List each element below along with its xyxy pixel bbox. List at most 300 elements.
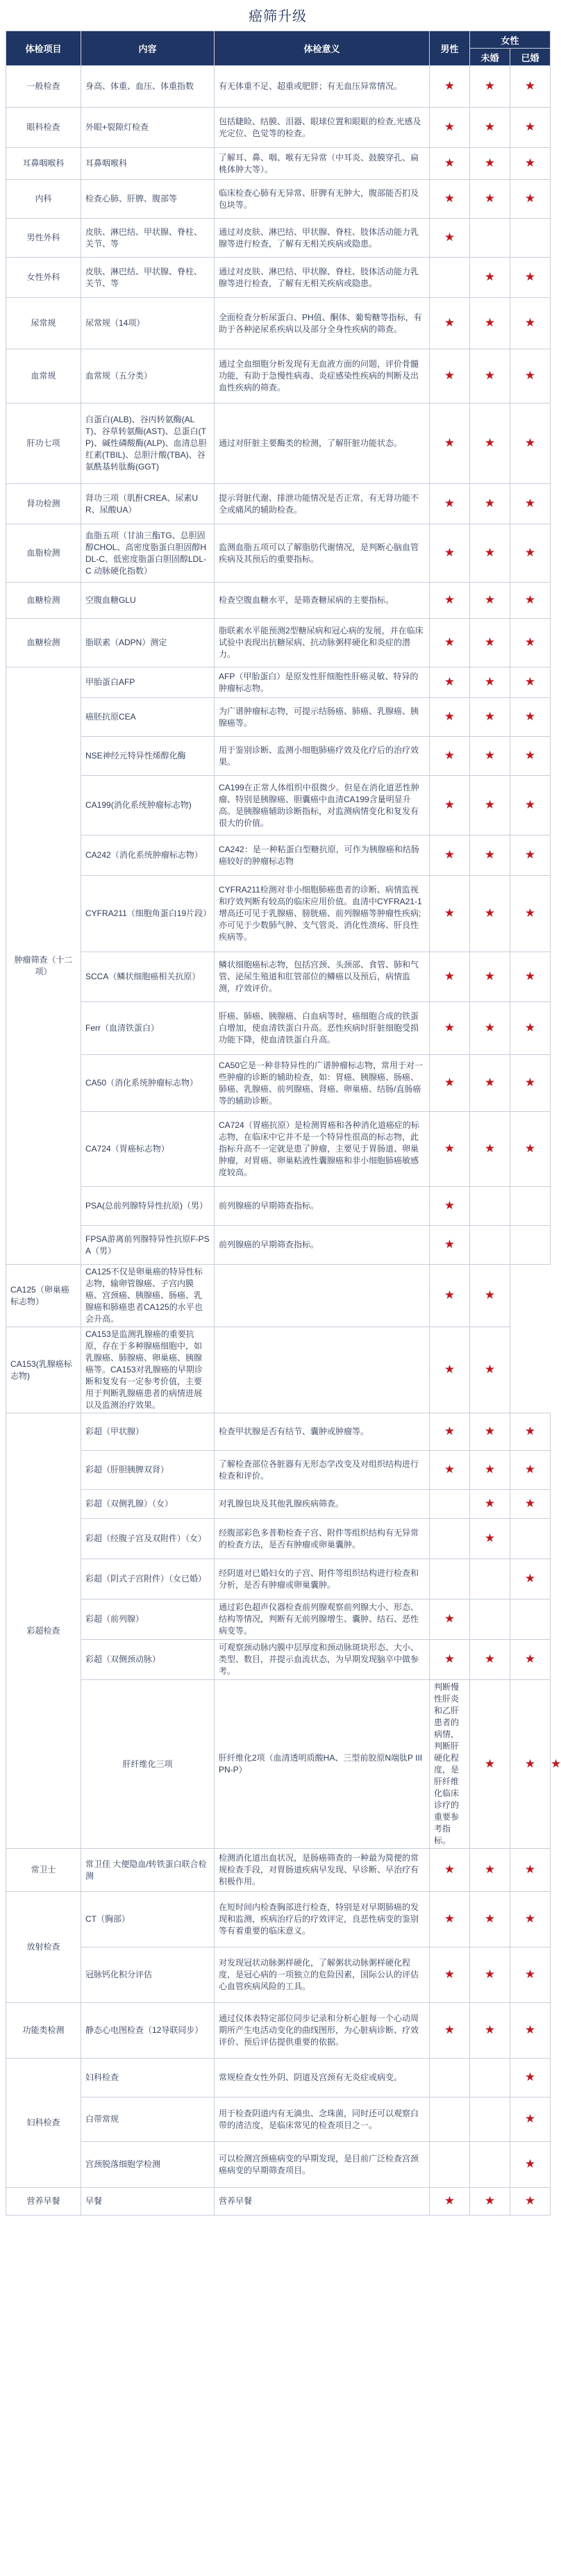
cell-male [215,1265,430,1327]
cell-married [510,2097,551,2142]
table-row [6,1327,551,1413]
star-icon: ★ [524,675,536,688]
star-icon: ★ [524,369,536,382]
star-icon: ★ [524,2023,536,2036]
star-icon: ★ [444,906,455,920]
cell-item: 一般检查 [6,66,81,108]
cell-male [430,583,470,619]
table-row [6,667,551,698]
cell-married [510,108,551,148]
table-row [6,148,551,180]
cell-meaning: CA125不仅是卵巢癌的特异性标志物，输卵管腺癌、子宫内膜癌、宫颈癌、胰腺癌、肠癌、乳腺癌和肺癌患者CA125的水平也会升高。 [81,1265,215,1327]
star-icon: ★ [484,546,496,559]
cell-unmarried [470,108,510,148]
table-row [6,737,551,776]
star-icon: ★ [484,593,496,606]
table-row [6,1947,551,2003]
cell-male [430,298,470,349]
cell-item: 男性外科 [6,219,81,258]
cell-meaning: 通过对皮肤、淋巴结、甲状腺、脊柱、肢体活动能力乳腺等进行检查，了解有无相关疾病或隐患。 [215,258,430,298]
cell-content: CA724（胃癌标志物） [81,1112,215,1187]
cell-content: CA153(乳腺癌标志物) [6,1327,81,1413]
cell-meaning: 鳞状细胞癌标志物，包括宫颈、头颈部、食管、肺和气管、泌尿生殖道和肛管部位的鳞癌以及预后，病情监测，疗效评价。 [215,952,430,1002]
star-icon: ★ [524,1968,536,1981]
cell-married [510,349,551,404]
star-icon: ★ [524,1142,536,1155]
cell-married [510,404,551,484]
cell-meaning: 全面检查分析尿蛋白、PH值、酮体、葡萄糖等指标，有助于各种泌尿系疾病以及部分全身性疾病的筛查。 [215,298,430,349]
star-icon: ★ [444,1288,455,1302]
star-icon: ★ [524,2157,536,2170]
star-icon: ★ [484,1863,496,1876]
star-icon: ★ [524,79,536,92]
cell-unmarried [430,1265,470,1327]
star-icon: ★ [524,798,536,811]
star-icon: ★ [524,1756,536,1770]
cell-married [510,219,551,258]
star-icon: ★ [524,1572,536,1585]
table-row [6,2003,551,2059]
cell-item: 内科 [6,180,81,219]
star-icon: ★ [524,192,536,205]
cell-content: 早餐 [81,2188,215,2216]
star-icon: ★ [484,1021,496,1034]
table-row [6,219,551,258]
cell-content: 彩超（阴式子宫附件）（女已婚） [81,1559,215,1599]
cell-male [430,258,470,298]
table-row [6,2188,551,2216]
table-row [6,66,551,108]
cell-male [430,1599,470,1640]
star-icon: ★ [524,1463,536,1476]
star-icon: ★ [444,1968,455,1981]
cell-unmarried [470,2059,510,2097]
cell-male [430,1055,470,1112]
cell-unmarried [430,1327,470,1413]
cell-unmarried [470,1947,510,2003]
cell-unmarried [470,2142,510,2188]
cell-unmarried [470,404,510,484]
star-icon: ★ [484,1531,496,1545]
star-icon: ★ [444,156,455,169]
star-icon: ★ [524,848,536,861]
cell-unmarried [470,698,510,737]
star-icon: ★ [484,2023,496,2036]
cell-meaning: 常规检查女性外阴、阴道及宫颈有无炎症或病变。 [215,2059,430,2097]
cell-meaning: 用于检查阴道内有无滴虫、念珠菌，同时还可以观察白带的清洁度，是临床常见的检查项目之一。 [215,2097,430,2142]
cell-content: 白蛋白(ALB)、谷丙转氨酶(ALT)、谷草转氨酶(AST)、总蛋白(TP)、碱性磷酸酶(ALP)、血清总胆红素(TBIL)、总胆汁酸(TBA)、谷氨酰基转肽酶(GGT) [81,404,215,484]
cell-item: 尿常规 [6,298,81,349]
cell-unmarried [470,776,510,836]
table-row [6,1413,551,1451]
cell-content: 彩超（经腹子宫及双附件）（女） [81,1519,215,1559]
table-row [6,180,551,219]
star-icon: ★ [484,798,496,811]
table-row [6,1849,551,1892]
table-row [6,876,551,952]
cell-meaning: 提示肾脏代谢、排泄功能情况是否正常，有无肾功能不全或痛风的辅助检查。 [215,484,430,524]
star-icon: ★ [444,749,455,762]
cell-meaning: 检查甲状腺是否有结节、囊肿或肿瘤等。 [215,1413,430,1451]
cell-unmarried [470,1849,510,1892]
cell-married [510,298,551,349]
star-icon: ★ [444,848,455,861]
cell-unmarried [470,258,510,298]
cell-content: 甲胎蛋白AFP [81,667,215,698]
cell-married [510,66,551,108]
cell-content: FPSA游离前列腺特异性抗原F-PSA（男） [81,1226,215,1265]
cell-content: 脂联素（ADPN）测定 [81,619,215,667]
cell-male [430,1490,470,1519]
cell-married [510,258,551,298]
table-header [6,31,551,66]
cell-married [470,1327,510,1413]
cell-meaning: 临床检查心肺有无异常、肝脾有无肿大，腹部能否扪及包块等。 [215,180,430,219]
cell-married [510,1892,551,1947]
star-icon: ★ [484,270,496,283]
cell-meaning: CA199在正常人体组织中很微少。但是在消化道恶性肿瘤、特别是胰腺癌、胆囊癌中血清CA199含量明显升高。是胰腺癌辅助诊断指标，对监测病情变化和复发有很大的价值。 [215,776,430,836]
star-icon: ★ [524,436,536,449]
cell-meaning: CA724（胃癌抗原）是检测胃癌和各种消化道癌症的标志物，在临床中它并不是一个特异性很高的标志物，此指标升高不一定就是患了肿瘤，主要见于胃肠道、卵巢肿瘤，对胃癌、卵巢粘液性囊腺癌和非小细胞肺癌敏感度较高。 [215,1112,430,1187]
cell-content: 空腹血糖GLU [81,583,215,619]
star-icon: ★ [524,2194,536,2207]
table-row [6,484,551,524]
cell-male [430,1451,470,1490]
cell-married [510,1599,551,1640]
star-icon: ★ [444,1142,455,1155]
table-row [6,1680,551,1849]
cell-item: 放射检查 [6,1892,81,2003]
cell-male [430,1947,470,2003]
cell-married [510,619,551,667]
cell-married [510,1519,551,1559]
cell-male [430,1226,470,1265]
star-icon: ★ [551,1756,561,1770]
star-icon: ★ [444,798,455,811]
star-icon: ★ [484,1968,496,1981]
table-row [6,2142,551,2188]
star-icon: ★ [524,1424,536,1438]
star-icon: ★ [444,1363,455,1376]
cell-male [430,836,470,876]
star-icon: ★ [444,1424,455,1438]
star-icon: ★ [444,1199,455,1212]
cell-meaning: 肝癌、肺癌、胰腺癌、白血病等时，癌细胞合成的铁蛋白增加，使血清铁蛋白升高。恶性疾病时肝脏细胞受损功能下降，使血清铁蛋白升高。 [215,1002,430,1055]
cell-married [510,1559,551,1599]
cell-meaning: 通过仪体表特定部位同步记录和分析心脏每一个心动周期所产生电活动变化的曲线图形，为心脏病诊断、疗效评价、预后评估提供重要的依据。 [215,2003,430,2059]
cell-meaning: CA50它是一种非特异性的广谱肿瘤标志物，常用于对一些肿瘤的诊断的辅助检查，如：胃癌、胰腺癌、肠癌、肺癌、乳腺癌、前列腺癌、肾癌、卵巢癌、结肠/直肠癌等的辅助诊断。 [215,1055,430,1112]
table-row [6,1559,551,1599]
cell-unmarried [470,1413,510,1451]
cell-unmarried [470,1187,510,1226]
cell-meaning: 在短时间内检查胸部进行检查，特别是对早期肺癌的发现和监测，疾病治疗后的疗效评定，良恶性病变的鉴别等有着重要的临床意义。 [215,1892,430,1947]
star-icon: ★ [524,1863,536,1876]
cell-unmarried [470,2188,510,2216]
cell-unmarried [470,836,510,876]
cell-married [510,583,551,619]
star-icon: ★ [524,749,536,762]
cell-married [510,1226,551,1265]
table-row [6,583,551,619]
cell-content: 皮肤、淋巴结、甲状腺、脊柱、关节、等 [81,219,215,258]
star-icon: ★ [444,1463,455,1476]
cell-unmarried [470,619,510,667]
cell-male [430,1187,470,1226]
cell-meaning: 监测血脂五项可以了解脂肪代谢情况，是判断心脑血管疾病及其预后的重要指标。 [215,524,430,583]
star-icon: ★ [444,1652,455,1665]
table-row [6,404,551,484]
cell-content: 皮肤、淋巴结、甲状腺、脊柱、关节、等 [81,258,215,298]
cell-content: 彩超（前列腺） [81,1599,215,1640]
cell-item: 肿瘤筛查（十二项） [6,667,81,1265]
cell-male [430,698,470,737]
header-married: 已婚 [510,49,551,66]
table-row [6,776,551,836]
star-icon: ★ [484,710,496,723]
cell-male [430,952,470,1002]
cell-item: 血脂检测 [6,524,81,583]
table-row [6,1451,551,1490]
header-item: 体检项目 [6,31,81,66]
cell-content: CA199(消化系统肿瘤标志物) [81,776,215,836]
cell-item: 肝纤维化三项 [81,1680,215,1849]
star-icon: ★ [484,2194,496,2207]
cell-male [430,404,470,484]
cell-married [510,667,551,698]
cell-male [430,776,470,836]
star-icon: ★ [484,120,496,133]
cell-unmarried [470,219,510,258]
cell-content: 宫颈脱落细胞学检测 [81,2142,215,2188]
cell-content: 外眼+裂隙灯检查 [81,108,215,148]
cell-unmarried [470,1112,510,1187]
cell-content: CA125（卵巢癌标志物） [6,1265,81,1327]
cell-married [510,1849,551,1892]
star-icon: ★ [524,970,536,983]
cell-content: CT（胸部） [81,1892,215,1947]
cell-content: 尿常规（14项） [81,298,215,349]
star-icon: ★ [524,156,536,169]
table-row [6,1599,551,1640]
star-icon: ★ [524,1076,536,1089]
cell-item: 女性外科 [6,258,81,298]
cell-male [430,180,470,219]
cell-unmarried [470,1559,510,1599]
cell-item: 肝功七项 [6,404,81,484]
cell-unmarried [470,1055,510,1112]
cell-unmarried [470,1640,510,1680]
cell-meaning: 对乳腺包块及其他乳腺疾病筛查。 [215,1490,430,1519]
star-icon: ★ [524,635,536,649]
cell-meaning: CA153是监测乳腺癌的重要抗原，存在于多种腺癌细胞中，如乳腺癌、肺腺癌、卵巢癌、胰腺癌等。CA153对乳腺癌的早期诊断和复发有一定参考价值，主要用于判断乳腺癌患者的病情进展以及监测治疗效果。 [81,1327,215,1413]
cell-married [510,776,551,836]
star-icon: ★ [484,316,496,329]
cell-male [430,148,470,180]
star-icon: ★ [444,1021,455,1034]
table-row [6,952,551,1002]
cell-unmarried [470,737,510,776]
cell-male [430,1559,470,1599]
star-icon: ★ [444,231,455,244]
header-content: 内容 [81,31,215,66]
cell-content: 身高、体重、血压、体重指数 [81,66,215,108]
cell-content: 耳鼻咽喉科 [81,148,215,180]
cell-meaning: 前列腺癌的早期筛查指标。 [215,1187,430,1226]
cell-unmarried [470,1451,510,1490]
table-row [6,1519,551,1559]
cell-content: 彩超（甲状腺） [81,1413,215,1451]
table-row [6,698,551,737]
cell-male [430,108,470,148]
cell-married [510,524,551,583]
cell-unmarried [470,298,510,349]
cell-content: 血常规（五分类） [81,349,215,404]
star-icon: ★ [444,1238,455,1251]
cell-content: NSE神经元特异性烯醇化酶 [81,737,215,776]
cell-content: 肾功三项（肌酐CREA、尿素UR、尿酸UA） [81,484,215,524]
cell-male [470,1680,510,1849]
star-icon: ★ [444,635,455,649]
star-icon: ★ [484,1652,496,1665]
cell-unmarried [470,349,510,404]
cell-male [430,2097,470,2142]
cell-unmarried [470,2003,510,2059]
cell-meaning: CYFRA211检测对非小细胞肺癌患者的诊断、病情监视和疗效判断有较高的临床应用价值。血清中CYFRA21-1增高还可见于乳腺癌、膀胱癌、前列腺癌等肿瘤性疾病;亦可见于少数肺气肿、支气管炎、消化性溃疡、肝良性疾病等。 [215,876,430,952]
star-icon: ★ [524,270,536,283]
cell-item: 血糖检测 [6,619,81,667]
cell-meaning: 了解耳、鼻、咽、喉有无异常（中耳炎、鼓膜穿孔、扁桃体肿大等）。 [215,148,430,180]
cell-unmarried [470,180,510,219]
table-row [6,1490,551,1519]
cell-meaning: 通过对皮肤、淋巴结、甲状腺、脊柱、肢体活动能力乳腺等进行检查，了解有无相关疾病或隐患。 [215,219,430,258]
cell-male [430,484,470,524]
cell-content: 血脂五项（甘油三酯TG、总胆固醇CHOL、高密度脂蛋白胆固醇HDL-C、低密度脂蛋白胆固醇LDL-C 动脉硬化指数） [81,524,215,583]
star-icon: ★ [524,710,536,723]
table-row [6,349,551,404]
cell-married [510,2188,551,2216]
table-row [6,836,551,876]
cell-male [430,1413,470,1451]
cell-unmarried [470,952,510,1002]
cell-married [510,876,551,952]
cell-married [510,2059,551,2097]
cell-meaning: 为广谱肿瘤标志物，可提示结肠癌、肺癌、乳腺癌、胰腺癌等。 [215,698,430,737]
cell-content: PSA(总前列腺特异性抗原)（男） [81,1187,215,1226]
star-icon: ★ [444,1612,455,1625]
star-icon: ★ [444,2194,455,2207]
cell-married [510,1451,551,1490]
star-icon: ★ [484,156,496,169]
star-icon: ★ [444,369,455,382]
star-icon: ★ [444,1912,455,1925]
cell-married [510,836,551,876]
star-icon: ★ [484,1363,496,1376]
cell-content: 彩超（肝胆胰脾双肾） [81,1451,215,1490]
cell-male [430,349,470,404]
cell-unmarried [470,1892,510,1947]
cell-meaning: 通过彩色超声仪器检查前列腺观察前列腺大小、形态、结构等情况，判断有无前列腺增生、囊肿、结石、恶性病变等。 [215,1599,430,1640]
cell-unmarried [470,148,510,180]
cell-meaning: CA242：是一种粘蛋白型糖抗原，可作为胰腺癌和结肠癌较好的肿瘤标志物 [215,836,430,876]
cell-item: 彩超检查 [6,1413,81,1849]
cell-content: Ferr（血清铁蛋白） [81,1002,215,1055]
cell-content: 妇科检查 [81,2059,215,2097]
star-icon: ★ [484,436,496,449]
cell-male [430,667,470,698]
star-icon: ★ [444,436,455,449]
cell-meaning: 有无体重不足、超重或肥胖；有无血压异常情况。 [215,66,430,108]
star-icon: ★ [484,369,496,382]
cell-content: 冠脉钙化积分评估 [81,1947,215,2003]
cell-male [430,2003,470,2059]
star-icon: ★ [484,1142,496,1155]
cell-meaning: 了解检查部位各脏器有无形态学改变及对组织结构进行检查和评价。 [215,1451,430,1490]
table-row [6,1112,551,1187]
cell-married [510,737,551,776]
cell-male [430,1112,470,1187]
table-row [6,1055,551,1112]
cell-male [430,66,470,108]
cell-meaning: 对发现冠状动脉粥样硬化，了解粥状动脉粥样硬化程度，是冠心病的一项独立的危险因素，国际公认的评估心血管疾病风险的工具。 [215,1947,430,2003]
cell-male [430,524,470,583]
cell-unmarried [510,1680,551,1849]
star-icon: ★ [524,1021,536,1034]
cell-content: 彩超（双侧乳腺）（女） [81,1490,215,1519]
cell-meaning: 可观察颈动脉内膜中层厚度和颈动脉斑块形态、大小、类型、数目，并提示血流状态，为早期发现脑卒中做参考。 [215,1640,430,1680]
cell-item: 功能类检测 [6,2003,81,2059]
page-title: 癌筛升级 [249,9,307,24]
cell-married [510,2142,551,2188]
star-icon: ★ [484,1424,496,1438]
star-icon: ★ [444,192,455,205]
cell-meaning: 经腹部彩色多普勒检查子宫、附件等组织结构有无异常的检查方法，是否有肿瘤或卵巢囊肿。 [215,1519,430,1559]
cell-married [510,1055,551,1112]
header-female: 女性 [470,31,551,49]
cell-unmarried [470,1519,510,1559]
star-icon: ★ [444,970,455,983]
cell-meaning: 营养早餐 [215,2188,430,2216]
cell-meaning: 包括睫睑、结膜、泪器、眼球位置和眼眶的检查,光感及光定位、色觉等的检查。 [215,108,430,148]
table-row [6,108,551,148]
star-icon: ★ [444,593,455,606]
cell-meaning: AFP（甲胎蛋白）是原发性肝细胞性肝癌灵敏、特异的肿瘤标志物。 [215,667,430,698]
cell-unmarried [470,2097,510,2142]
cell-male [430,1519,470,1559]
cell-unmarried [470,66,510,108]
star-icon: ★ [484,675,496,688]
cell-content: SCCA（鳞状细胞癌相关抗原） [81,952,215,1002]
star-icon: ★ [444,120,455,133]
star-icon: ★ [524,497,536,510]
star-icon: ★ [444,79,455,92]
star-icon: ★ [484,1912,496,1925]
star-icon: ★ [524,2112,536,2125]
cell-married [510,1187,551,1226]
star-icon: ★ [444,1076,455,1089]
header-meaning: 体检意义 [215,31,430,66]
cell-item: 营养早餐 [6,2188,81,2216]
cell-married [510,698,551,737]
cell-meaning: 经阴道对已婚妇女的子宫、附件等组织结构进行检查和分析，是否有肿瘤或卵巢囊肿。 [215,1559,430,1599]
cell-married [510,1002,551,1055]
cell-male [430,1892,470,1947]
cell-content: 白带常规 [81,2097,215,2142]
star-icon: ★ [524,316,536,329]
cell-item: 血常规 [6,349,81,404]
table-row [6,298,551,349]
cell-married [510,952,551,1002]
star-icon: ★ [484,970,496,983]
